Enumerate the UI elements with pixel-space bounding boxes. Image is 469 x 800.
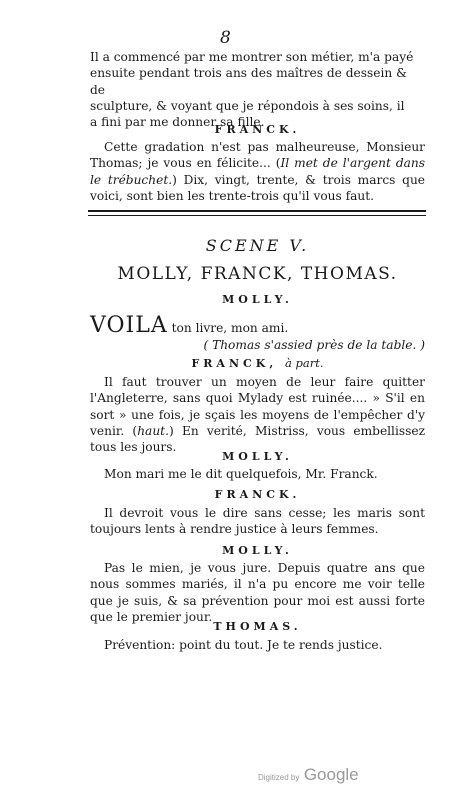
speaker-molly: MOLLY.: [222, 293, 293, 306]
section-divider-thin: [88, 215, 426, 216]
opening-line: Il a commencé par me montrer son métier, m'a payé: [90, 50, 414, 64]
thomas-speech-1: [90, 637, 425, 653]
speech-text: Cette gradation n'est pas malheureuse, Monsieur Thomas; je vous en félicite... (: [90, 140, 425, 171]
speaker-franck-aside: [90, 356, 425, 370]
molly-speech-2: [90, 466, 425, 482]
aside-direction: à part.: [285, 356, 324, 370]
franck-speech-1: [90, 139, 425, 204]
speech-text: Il devroit vous le dire sans cesse; les maris sont toujours lents à rendre justice à leurs femmes.: [90, 506, 425, 537]
molly-speech-3: [90, 560, 425, 625]
opening-line: ensuite pendant trois ans des maîtres de dessein & de: [90, 66, 407, 97]
speech-text: ) Dix, vingt, trente, & trois marcs que voici, sont bien les trente-trois qu'il vous faut.: [90, 172, 426, 203]
speaker-franck: FRANCK.: [214, 123, 301, 136]
google-wordmark: Google: [303, 765, 359, 784]
stage-direction: haut.: [137, 423, 169, 438]
speech-text: Prévention: point du tout. Je te rends justice.: [104, 638, 383, 652]
speech-text: Pas le mien, je vous jure. Depuis quatre ans que nous sommes mariés, il n'a pu encore me voir telle que je suis, & sa prévention pour moi est aussi forte que le premier jour.: [90, 561, 425, 624]
speaker-molly: MOLLY.: [222, 544, 293, 557]
page-number: 8: [220, 28, 231, 48]
stage-direction: ( Thomas s'assied près de la table. ): [203, 338, 425, 352]
scene-title: SCENE V.: [205, 236, 310, 255]
digitized-watermark: [258, 765, 359, 785]
speech-text: Mon mari me le dit quelquefois, Mr. Franck.: [104, 467, 378, 481]
opening-paragraph: [90, 49, 425, 130]
stage-direction: Il met de l'argent dans le trébuchet.: [90, 156, 425, 187]
dropcap-word: VOILA: [90, 313, 168, 338]
speaker-thomas: THOMAS.: [213, 620, 302, 633]
speech-text: ) En verité, Mistriss, vous embellissez tous les jours.: [90, 423, 425, 455]
franck-speech-2: [90, 374, 425, 455]
speaker-molly: MOLLY.: [222, 450, 293, 463]
speaker-name: FRANCK,: [191, 357, 278, 370]
speech-text: ton livre, mon ami.: [167, 321, 289, 335]
section-divider: [88, 210, 426, 212]
scene-cast: MOLLY, FRANCK, THOMAS.: [117, 264, 398, 284]
opening-line: sculpture, & voyant que je répondois à ses soins, il: [90, 98, 405, 113]
speaker-franck: FRANCK.: [214, 488, 301, 501]
digitized-by-text: Digitized by: [258, 773, 300, 782]
molly-speech-1: [90, 313, 425, 338]
franck-speech-3: [90, 505, 425, 538]
opening-line: a fini par me donner sa fille.: [90, 115, 265, 130]
speech-text: Il faut trouver un moyen de leur faire quitter l'Angleterre, sans quoi Mylady est ruinée.... » S'il en sort » une fois, je sçais les moyens de l'empêcher d'y venir. (: [90, 375, 425, 438]
